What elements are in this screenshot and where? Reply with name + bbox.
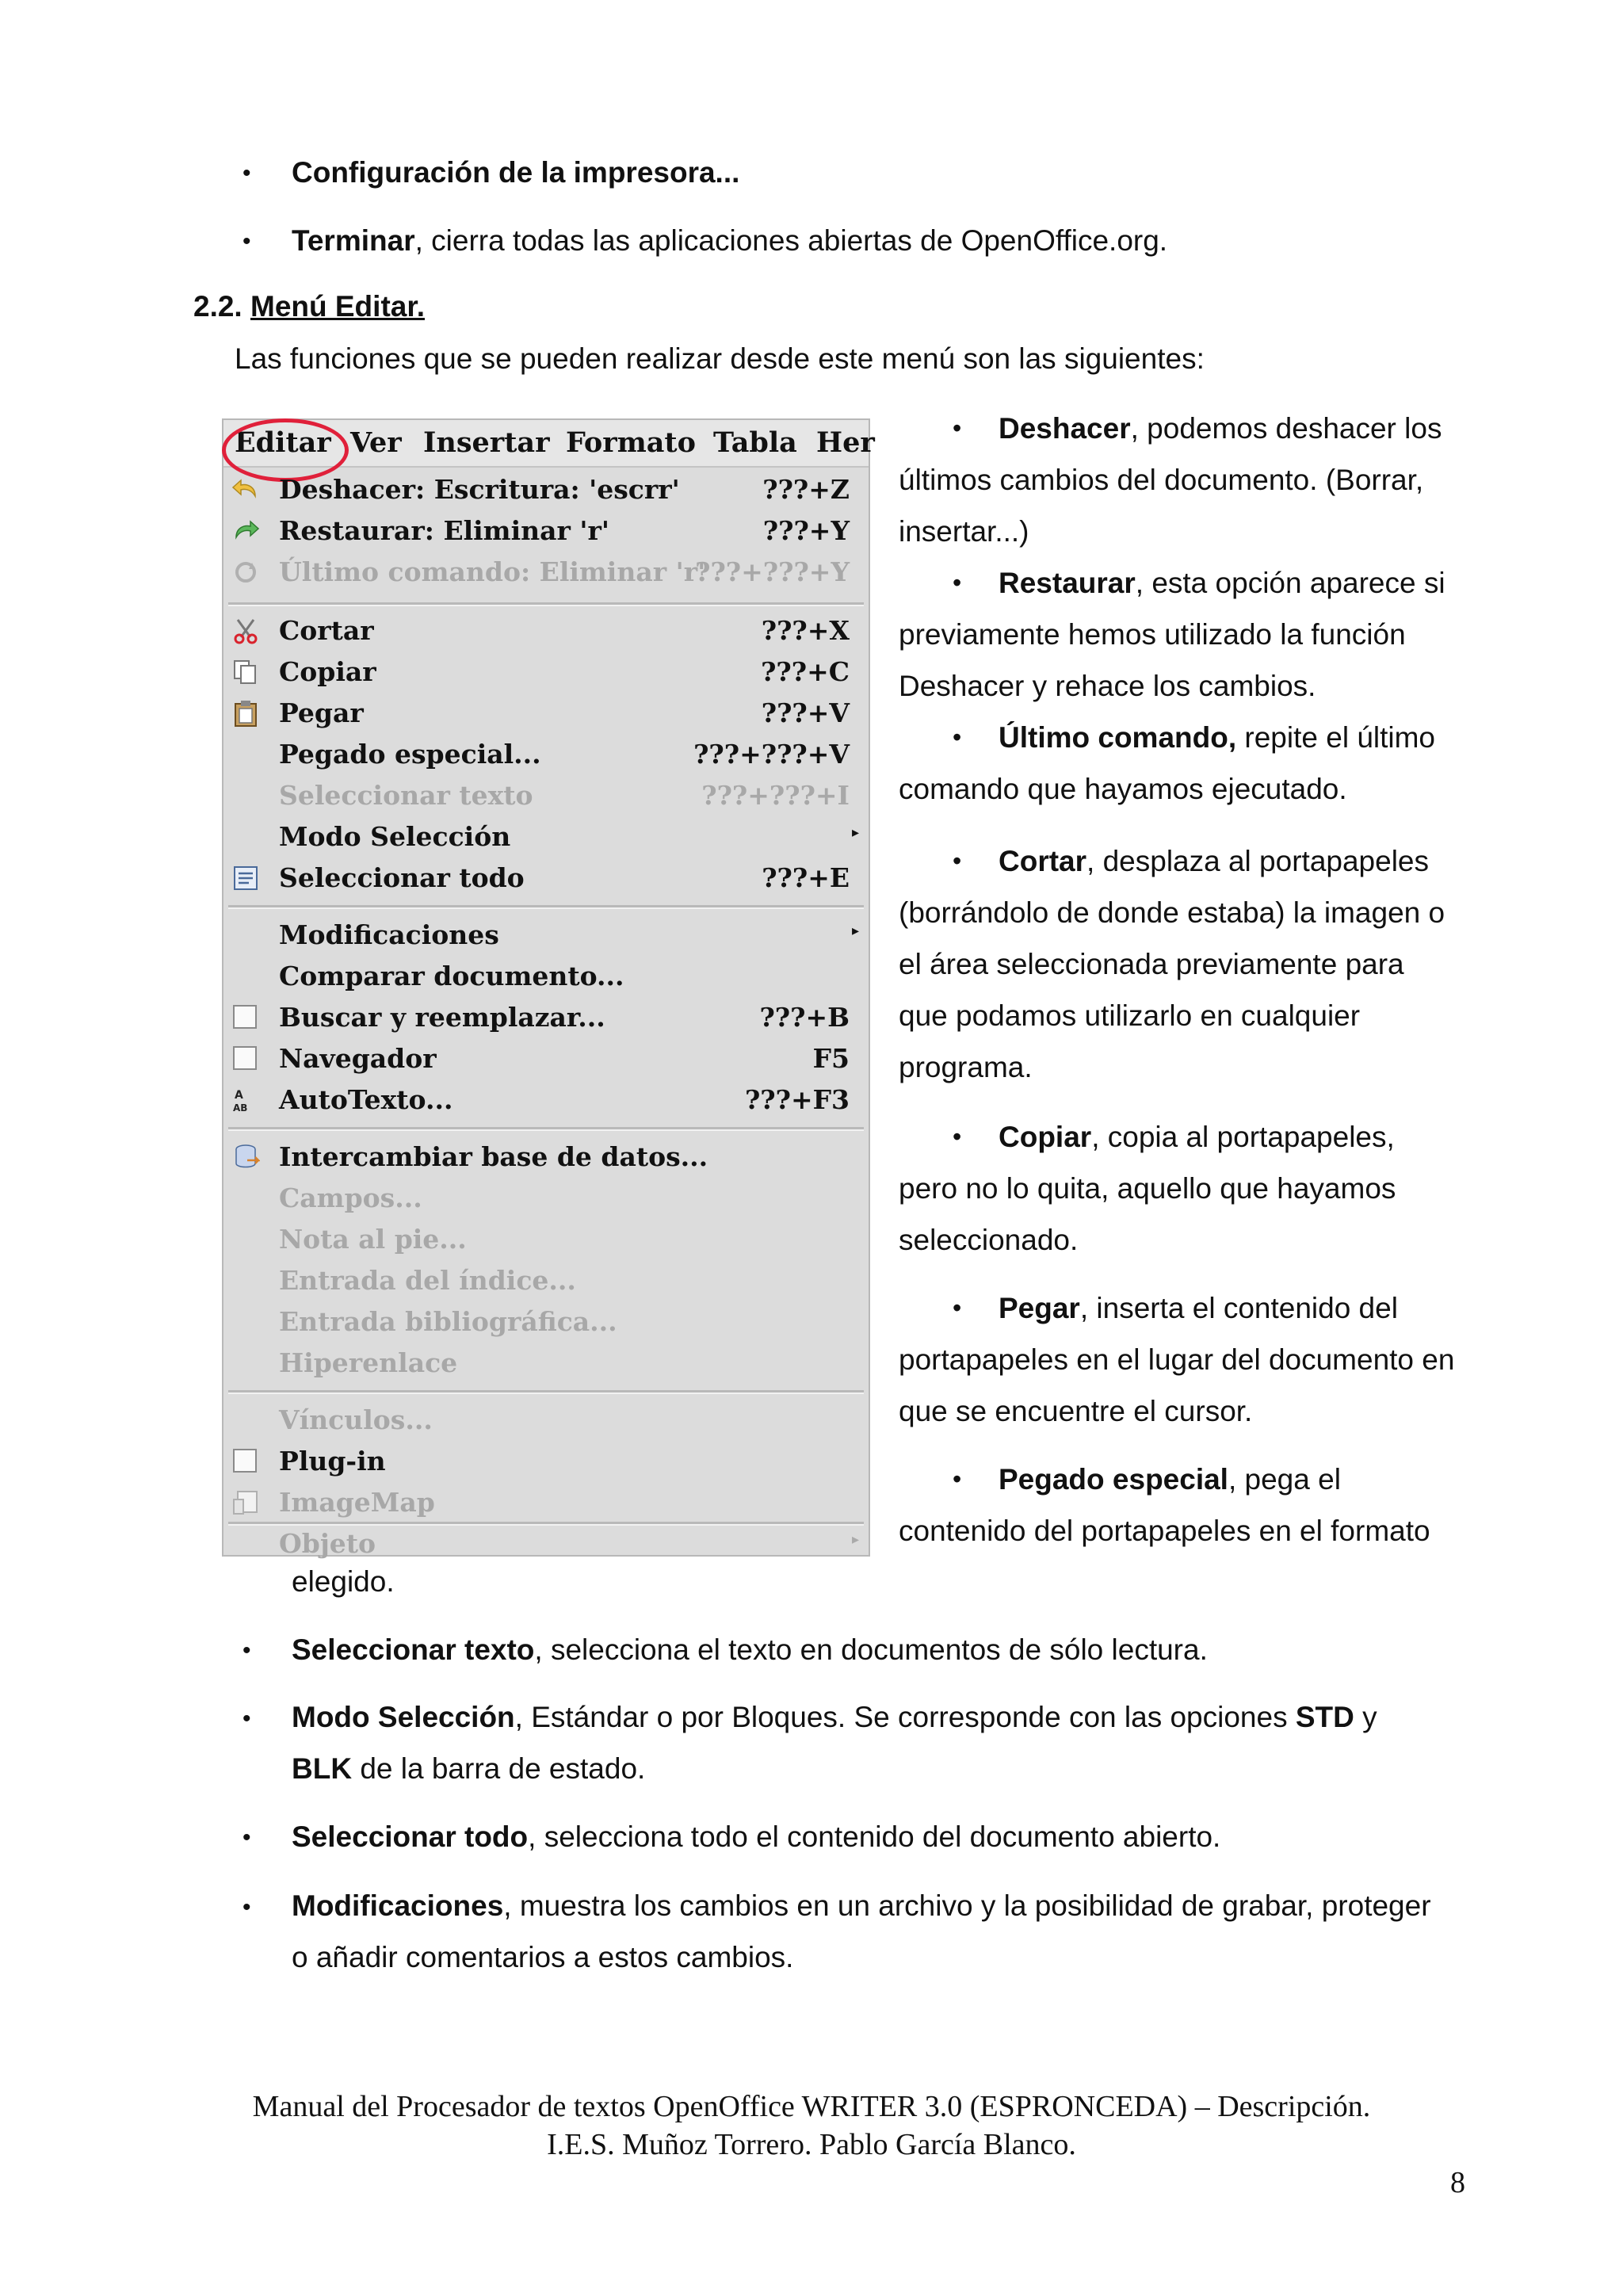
bold-term: Configuración de la impresora... <box>292 156 740 189</box>
checkbox-icon <box>233 1005 257 1029</box>
bullet-modo-seleccion <box>292 1691 1472 1794</box>
bullet-seleccionar-todo <box>292 1820 1220 1855</box>
menu-item-label: Objeto <box>279 1528 376 1559</box>
menu-item-label: AutoTexto... <box>279 1084 453 1115</box>
description: , copia al portapapeles, <box>1091 1121 1395 1153</box>
bold-term: Cortar <box>999 845 1087 877</box>
menu-item-nota-al-pie <box>223 1219 869 1260</box>
paste-icon <box>231 699 260 728</box>
continuation-text: elegido. <box>292 1565 395 1598</box>
text-line: comando que hayamos ejecutado. <box>899 773 1347 805</box>
description: de la barra de estado. <box>352 1752 646 1785</box>
text-line: portapapeles en el lugar del documento en <box>899 1343 1455 1376</box>
text-line: pero no lo quita, aquello que hayamos <box>899 1172 1396 1205</box>
bullet-text-terminar <box>292 223 1167 258</box>
menu-item-label: Cortar <box>279 615 374 646</box>
menu-herramientas[interactable]: Her <box>816 426 875 459</box>
text-line: Deshacer y rehace los cambios. <box>899 670 1316 702</box>
menu-bar <box>223 420 875 468</box>
description: , podemos deshacer los <box>1130 412 1442 445</box>
page-number: 8 <box>1450 2166 1465 2199</box>
bold-term: Seleccionar texto <box>292 1633 535 1666</box>
menu-item-buscar-reemplazar[interactable] <box>223 997 869 1038</box>
description: , muestra los cambios en un archivo y la posibilidad de grabar, proteger <box>503 1889 1431 1922</box>
repeat-icon <box>231 558 260 586</box>
menu-item-shortcut: ???+Z <box>762 474 850 505</box>
item-pegado-especial <box>899 1454 1485 1505</box>
menu-item-label: Modo Selección <box>279 821 511 852</box>
copy-icon <box>231 658 260 686</box>
text-line: (borrándolo de donde estaba) la imagen o <box>899 896 1445 929</box>
menu-ver[interactable]: Ver <box>350 426 402 459</box>
menu-item-label: Plug-in <box>279 1446 386 1477</box>
menu-item-hiperenlace <box>223 1343 869 1384</box>
text-line: programa. <box>899 1051 1033 1083</box>
description: , Estándar o por Bloques. Se corresponde con las opciones <box>514 1701 1296 1733</box>
intro-text: Las funciones que se pueden realizar desde este menú son las siguientes: <box>235 342 1205 375</box>
undo-icon <box>231 476 260 504</box>
menu-item-shortcut: ???+???+I <box>701 780 850 811</box>
editar-menu-screenshot <box>222 418 875 1559</box>
menu-insertar[interactable]: Insertar <box>423 426 550 459</box>
imagemap-icon <box>231 1488 260 1517</box>
right-column-text <box>899 403 1485 815</box>
menu-item-vinculos <box>223 1400 869 1441</box>
description: , esta opción aparece si <box>1135 567 1445 599</box>
menu-item-pegar[interactable] <box>223 693 869 734</box>
submenu-arrow-icon: ▸ <box>851 824 859 841</box>
description: , inserta el contenido del <box>1079 1292 1398 1324</box>
menu-item-cortar[interactable] <box>223 610 869 651</box>
menu-item-plug-in[interactable] <box>223 1441 869 1482</box>
menu-item-label: Buscar y reemplazar... <box>279 1002 605 1033</box>
menu-separator <box>228 1127 864 1131</box>
description: o añadir comentarios a estos cambios. <box>292 1941 794 1973</box>
menu-item-label: Navegador <box>279 1043 437 1074</box>
bold-term: Pegar <box>999 1292 1080 1324</box>
right-column-cortar <box>899 835 1485 1093</box>
menu-tabla[interactable]: Tabla <box>713 426 797 459</box>
menu-item-imagemap <box>223 1482 869 1523</box>
menu-item-label: Copiar <box>279 656 376 687</box>
menu-item-label: ImageMap <box>279 1487 435 1518</box>
bold-term: STD <box>1295 1701 1354 1733</box>
item-ultimo-comando <box>899 712 1485 763</box>
menu-item-pegado-especial[interactable] <box>223 734 869 775</box>
bold-term: Último comando, <box>999 721 1237 754</box>
menu-item-shortcut: ???+F3 <box>744 1084 850 1115</box>
menu-item-entrada-indice <box>223 1260 869 1301</box>
menu-item-shortcut: ???+V <box>761 697 850 728</box>
menu-item-label: Nota al pie... <box>279 1224 467 1255</box>
menu-item-shortcut: ???+Y <box>762 515 850 546</box>
bullet: • <box>242 160 251 186</box>
menu-item-label: Entrada bibliográfica... <box>279 1306 617 1337</box>
menu-editar[interactable]: Editar <box>235 426 331 459</box>
menu-item-label: Intercambiar base de datos... <box>279 1141 708 1172</box>
bullet: • <box>242 228 251 254</box>
menu-item-shortcut: ???+E <box>762 862 850 893</box>
menu-item-intercambiar-base[interactable] <box>223 1137 869 1178</box>
menu-separator <box>228 905 864 909</box>
right-column-pegar <box>899 1282 1485 1437</box>
menu-item-comparar-documento[interactable] <box>223 956 869 997</box>
description: , desplaza al portapapeles <box>1086 845 1429 877</box>
select-all-icon <box>231 864 260 892</box>
menu-item-label: Seleccionar todo <box>279 862 525 893</box>
menu-item-label: Pegar <box>279 697 364 728</box>
text-line: insertar...) <box>899 515 1029 548</box>
section-title: Menú Editar. <box>250 290 425 323</box>
item-copiar <box>899 1111 1485 1163</box>
item-deshacer <box>899 403 1485 454</box>
menu-separator <box>228 1390 864 1394</box>
menu-item-label: Vínculos... <box>279 1404 433 1435</box>
menu-item-label: Entrada del índice... <box>279 1265 576 1296</box>
bold-term: Modo Selección <box>292 1701 515 1733</box>
description: , selecciona todo el contenido del documento abierto. <box>528 1820 1221 1853</box>
bold-term: Terminar <box>292 224 415 257</box>
menu-item-label: Deshacer: Escritura: 'escrr' <box>279 474 680 505</box>
checkbox-icon <box>233 1046 257 1070</box>
menu-formato[interactable]: Formato <box>566 426 696 459</box>
menu-item-shortcut: F5 <box>812 1043 850 1074</box>
text-line: seleccionado. <box>899 1224 1079 1256</box>
bullet-seleccionar-texto <box>292 1633 1208 1668</box>
bullet: • <box>242 1894 251 1920</box>
submenu-arrow-icon: ▸ <box>851 1531 859 1548</box>
bold-term: Restaurar <box>999 567 1136 599</box>
description: , cierra todas las aplicaciones abiertas de OpenOffice.org. <box>414 224 1168 257</box>
description: y <box>1354 1701 1377 1733</box>
menu-item-label: Último comando: Eliminar 'r' <box>279 556 706 587</box>
bullet: • <box>242 1637 251 1664</box>
bold-term: Seleccionar todo <box>292 1820 529 1853</box>
text-line: que podamos utilizarlo en cualquier <box>899 999 1361 1032</box>
bold-term: BLK <box>292 1752 353 1785</box>
submenu-arrow-icon: ▸ <box>851 923 859 939</box>
menu-item-autotexto[interactable] <box>223 1079 869 1121</box>
menu-item-shortcut: ???+???+Y <box>695 556 850 587</box>
svg-text:AB: AB <box>233 1102 248 1114</box>
bullet-modificaciones <box>292 1880 1472 1983</box>
bold-term: Copiar <box>999 1121 1092 1153</box>
section-heading <box>193 290 425 323</box>
description: , pega el <box>1228 1463 1341 1496</box>
description: repite el último <box>1236 721 1436 754</box>
footer-line-1: Manual del Procesador de textos OpenOffice WRITER 3.0 (ESPRONCEDA) – Descripción. <box>252 2090 1371 2123</box>
text-line: contenido del portapapeles en el formato <box>899 1515 1430 1547</box>
bold-term: Deshacer <box>999 412 1131 445</box>
menu-item-entrada-bibliografica <box>223 1301 869 1343</box>
right-column-copiar <box>899 1111 1485 1266</box>
menu-item-restaurar[interactable] <box>223 510 869 552</box>
description: , selecciona el texto en documentos de sólo lectura. <box>534 1633 1208 1666</box>
menu-item-shortcut: ???+B <box>759 1002 850 1033</box>
menu-item-objeto <box>223 1523 869 1564</box>
menu-item-modo-seleccion[interactable] <box>223 816 869 858</box>
bullet: • <box>242 1824 251 1851</box>
bold-term: Pegado especial <box>999 1463 1228 1496</box>
menu-item-deshacer[interactable] <box>223 469 869 510</box>
menu-item-ultimo-comando <box>223 552 869 593</box>
text-line: que se encuentre el cursor. <box>899 1395 1253 1427</box>
menu-item-label: Comparar documento... <box>279 961 624 991</box>
right-column-pegado-especial <box>899 1454 1485 1557</box>
item-restaurar <box>899 557 1485 609</box>
database-icon <box>231 1143 260 1171</box>
checkbox-icon <box>233 1449 257 1473</box>
menu-item-label: Hiperenlace <box>279 1347 458 1378</box>
menu-item-seleccionar-texto <box>223 775 869 816</box>
menu-item-campos <box>223 1178 869 1219</box>
menu-separator <box>228 602 864 606</box>
menu-item-label: Seleccionar texto <box>279 780 533 811</box>
menu-item-shortcut: ???+C <box>761 656 850 687</box>
menu-item-label: Pegado especial... <box>279 739 541 770</box>
text-line: previamente hemos utilizado la función <box>899 618 1406 651</box>
item-cortar <box>899 835 1485 887</box>
menu-item-shortcut: ???+???+V <box>693 739 850 770</box>
bold-term: Modificaciones <box>292 1889 504 1922</box>
autotext-icon <box>231 1086 260 1114</box>
bullet: • <box>242 1706 251 1732</box>
menu-item-label: Modificaciones <box>279 919 499 950</box>
menu-item-navegador[interactable] <box>223 1038 869 1079</box>
redo-icon <box>231 517 260 545</box>
section-number: 2.2. <box>193 290 242 323</box>
scissors-icon <box>231 617 260 645</box>
menu-item-shortcut: ???+X <box>761 615 850 646</box>
text-line: últimos cambios del documento. (Borrar, <box>899 464 1424 496</box>
menu-item-modificaciones[interactable] <box>223 915 869 956</box>
menu-item-copiar[interactable] <box>223 651 869 693</box>
text-line: el área seleccionada previamente para <box>899 948 1404 980</box>
footer-line-2: I.E.S. Muñoz Torrero. Pablo García Blanco. <box>547 2128 1076 2161</box>
svg-text:A: A <box>235 1089 243 1102</box>
menu-item-seleccionar-todo[interactable] <box>223 858 869 899</box>
item-pegar <box>899 1282 1485 1334</box>
menu-item-label: Restaurar: Eliminar 'r' <box>279 515 609 546</box>
menu-item-label: Campos... <box>279 1182 422 1213</box>
bullet-text-configuracion <box>292 155 739 190</box>
